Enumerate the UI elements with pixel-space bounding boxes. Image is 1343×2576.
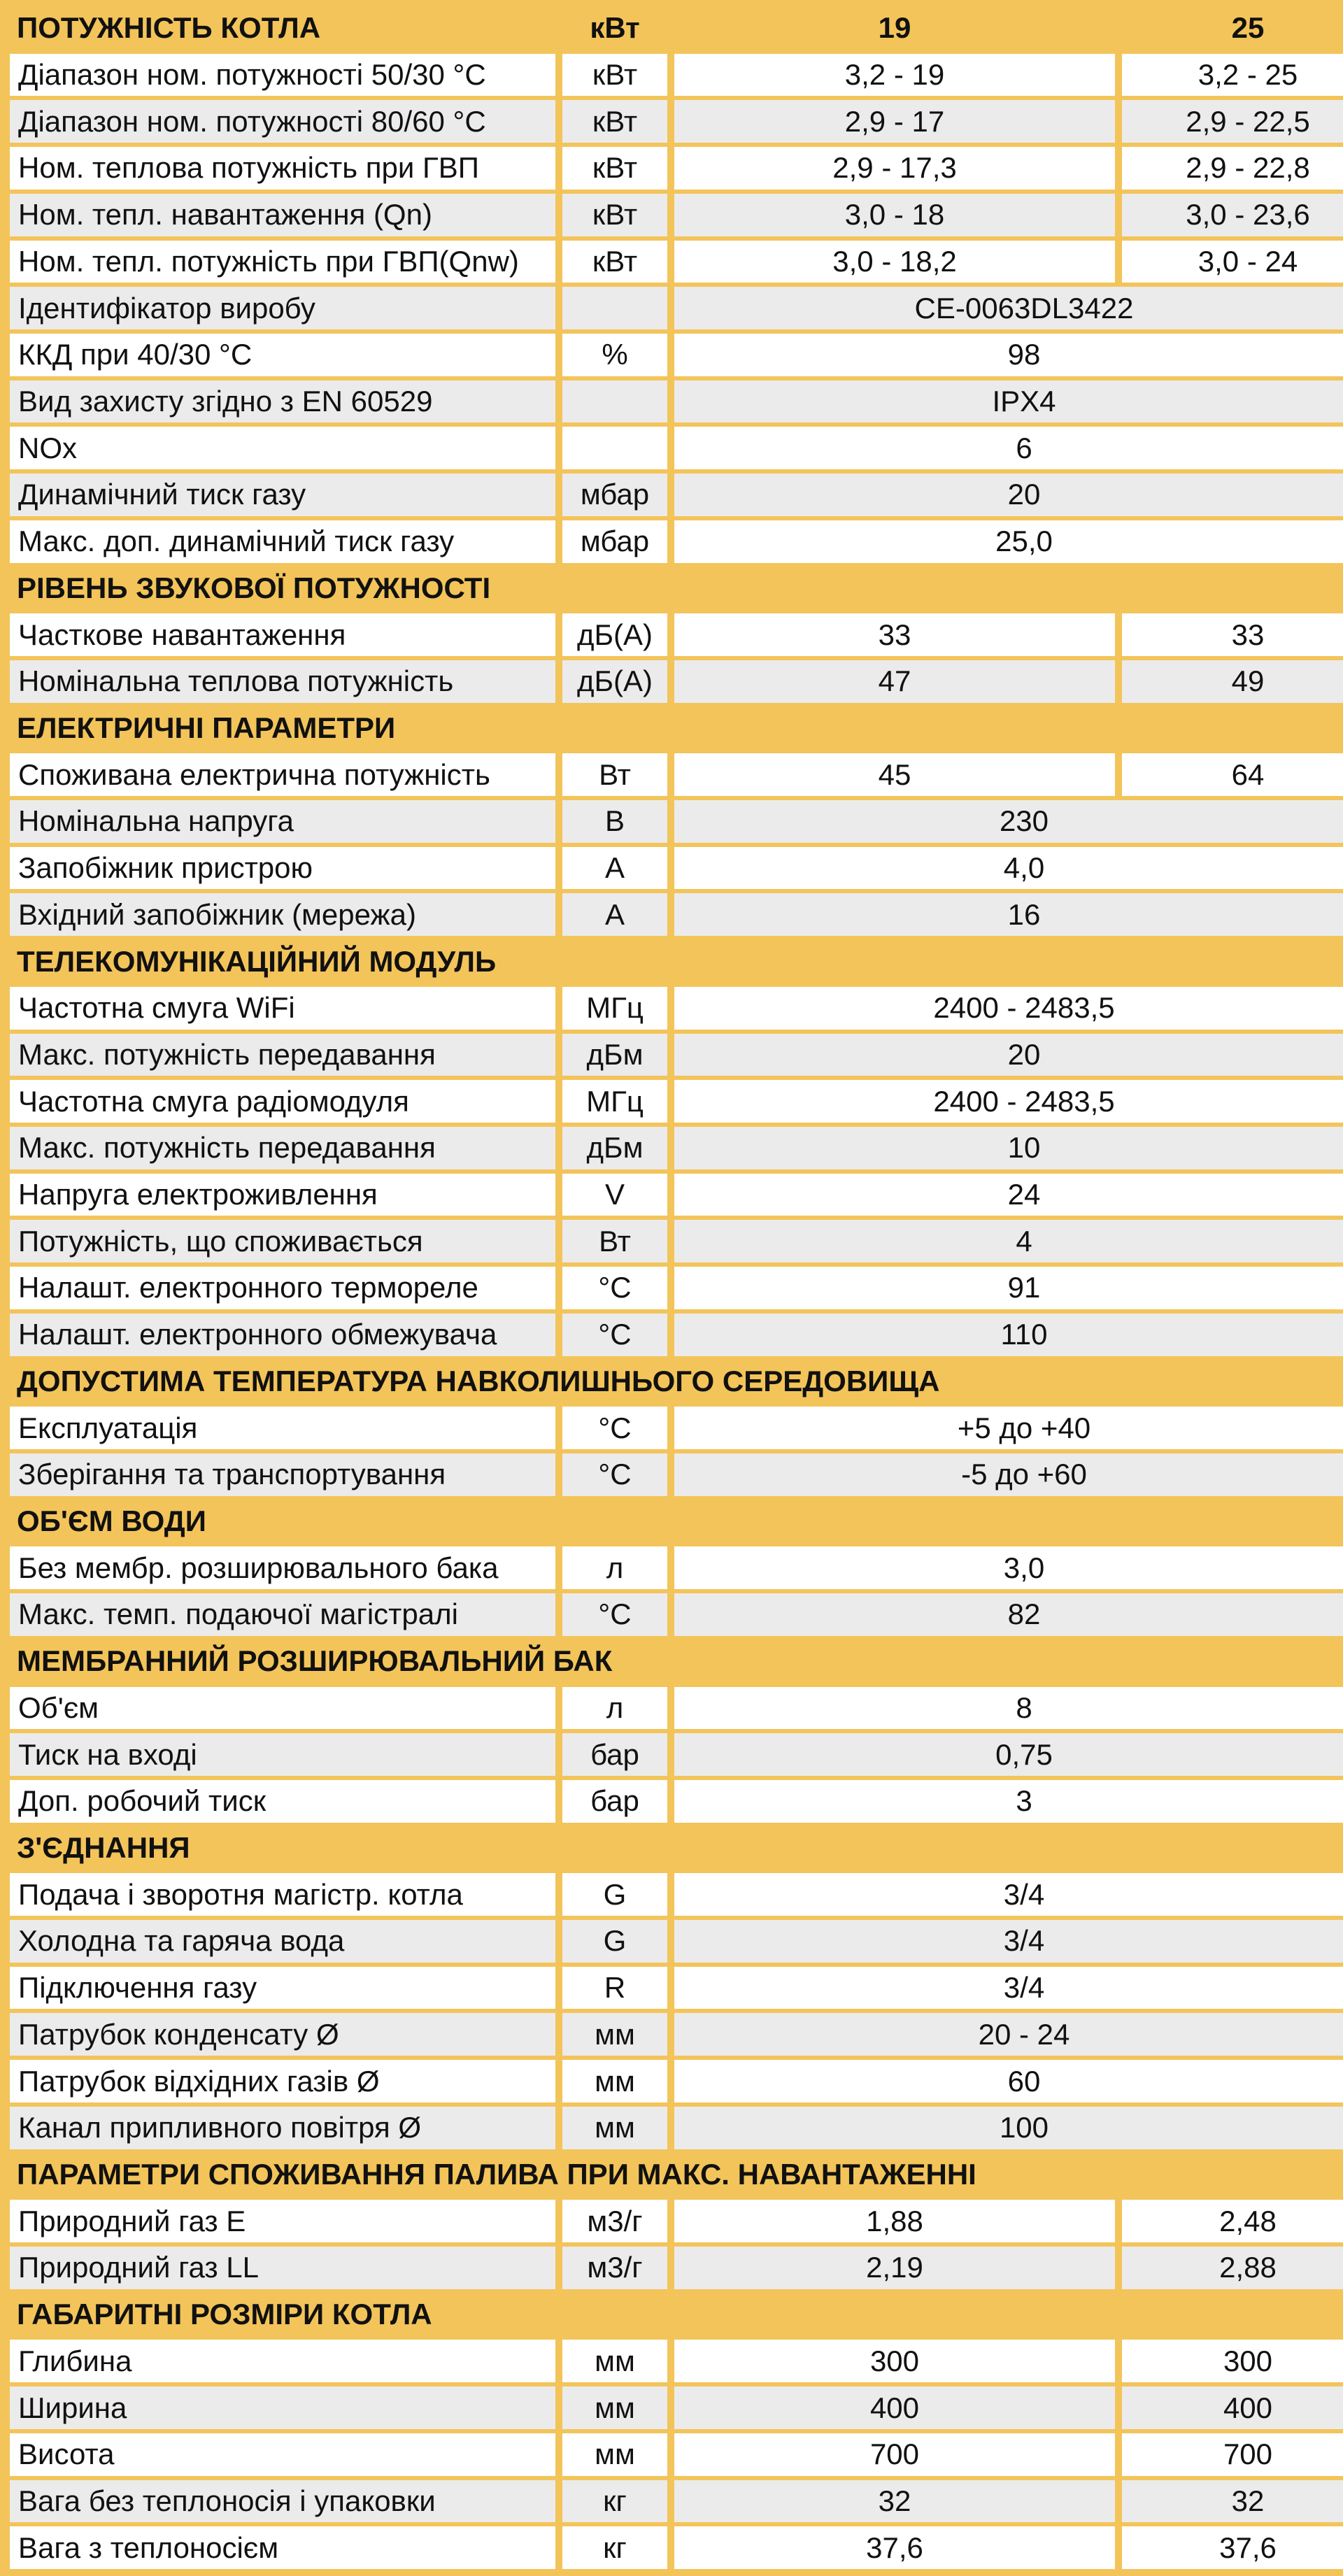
row-value-shared: 4,0: [674, 847, 1343, 890]
row-label: Тиск на вході: [10, 1733, 555, 1776]
column-header-model-19: 19: [674, 7, 1115, 50]
row-unit: кВт: [562, 100, 667, 143]
row-label: Частотна смуга радіомодуля: [10, 1080, 555, 1123]
row-value-model-19: 37,6: [674, 2526, 1115, 2569]
row-label: Подача і зворотня магістр. котла: [10, 1873, 555, 1916]
row-label: Канал припливного повітря Ø: [10, 2107, 555, 2149]
row-label: Без мембр. розширювального бака: [10, 1546, 555, 1589]
row-value-shared: 110: [674, 1314, 1343, 1356]
row-value-model-19: 2,9 - 17: [674, 100, 1115, 143]
row-unit: А: [562, 847, 667, 890]
row-value-model-25: 64: [1122, 753, 1343, 796]
row-label: Об'єм: [10, 1687, 555, 1730]
row-value-model-25: 2,9 - 22,5: [1122, 100, 1343, 143]
row-value-shared: 2400 - 2483,5: [674, 1080, 1343, 1123]
row-value-model-19: 1,88: [674, 2200, 1115, 2242]
row-value-shared: CE-0063DL3422: [674, 287, 1343, 329]
row-label: Номінальна напруга: [10, 800, 555, 843]
row-unit: Вт: [562, 753, 667, 796]
section-title: ЕЛЕКТРИЧНІ ПАРАМЕТРИ: [10, 707, 1343, 750]
row-value-shared: +5 до +40: [674, 1407, 1343, 1449]
row-label: Діапазон ном. потужності 50/30 °C: [10, 54, 555, 97]
row-label: Налашт. електронного обмежувача: [10, 1314, 555, 1356]
row-label: Патрубок конденсату Ø: [10, 2013, 555, 2056]
row-label: Вхідний запобіжник (мережа): [10, 893, 555, 936]
row-unit: МГц: [562, 1080, 667, 1123]
row-label: Експлуатація: [10, 1407, 555, 1449]
row-label: Часткове навантаження: [10, 613, 555, 656]
row-value-model-19: 45: [674, 753, 1115, 796]
row-unit: л: [562, 1687, 667, 1730]
row-unit: МГц: [562, 987, 667, 1030]
row-unit: V: [562, 1174, 667, 1216]
row-value-model-19: 2,19: [674, 2247, 1115, 2289]
section-title: З'ЄДНАННЯ: [10, 1827, 1343, 1870]
row-value-model-25: 2,9 - 22,8: [1122, 147, 1343, 190]
row-value-model-25: 2,48: [1122, 2200, 1343, 2242]
row-value-shared: 3/4: [674, 1967, 1343, 2009]
row-value-model-25: 400: [1122, 2386, 1343, 2429]
row-unit: А: [562, 893, 667, 936]
row-label: Підключення газу: [10, 1967, 555, 2009]
row-unit: м3/г: [562, 2200, 667, 2242]
row-label: Ширина: [10, 2386, 555, 2429]
row-label: Вага з теплоносієм: [10, 2526, 555, 2569]
row-unit: дБ(А): [562, 613, 667, 656]
row-value-shared: 8: [674, 1687, 1343, 1730]
row-value-model-19: 32: [674, 2480, 1115, 2523]
row-unit: G: [562, 1920, 667, 1963]
row-value-shared: 60: [674, 2060, 1343, 2102]
row-value-model-19: 47: [674, 660, 1115, 703]
row-label: ККД при 40/30 °C: [10, 334, 555, 376]
row-unit: м3/г: [562, 2247, 667, 2289]
row-label: Ном. тепл. навантаження (Qn): [10, 194, 555, 236]
row-label: Доп. робочий тиск: [10, 1780, 555, 1823]
row-unit: мбар: [562, 520, 667, 563]
row-value-shared: 20 - 24: [674, 2013, 1343, 2056]
row-value-shared: 3: [674, 1780, 1343, 1823]
row-unit: бар: [562, 1733, 667, 1776]
row-value-model-25: 3,0 - 23,6: [1122, 194, 1343, 236]
row-value-shared: 4: [674, 1220, 1343, 1262]
row-value-model-25: 37,6: [1122, 2526, 1343, 2569]
row-label: Природний газ LL: [10, 2247, 555, 2289]
row-label: Ідентифікатор виробу: [10, 287, 555, 329]
row-unit: °C: [562, 1453, 667, 1496]
row-unit: кг: [562, 2526, 667, 2569]
row-value-shared: -5 до +60: [674, 1453, 1343, 1496]
row-unit: л: [562, 1546, 667, 1589]
column-header-parameter: ПОТУЖНІСТЬ КОТЛА: [10, 7, 555, 50]
row-unit: кВт: [562, 194, 667, 236]
section-title: ПАРАМЕТРИ СПОЖИВАННЯ ПАЛИВА ПРИ МАКС. НАВАНТАЖЕННІ: [10, 2154, 1343, 2196]
row-value-model-25: 300: [1122, 2340, 1343, 2382]
row-label: Діапазон ном. потужності 80/60 °C: [10, 100, 555, 143]
row-value-model-25: 2,88: [1122, 2247, 1343, 2289]
section-title: РІВЕНЬ ЗВУКОВОЇ ПОТУЖНОСТІ: [10, 567, 1343, 610]
row-value-shared: 24: [674, 1174, 1343, 1216]
row-label: Глибина: [10, 2340, 555, 2382]
row-label: NOx: [10, 427, 555, 469]
column-header-model-25: 25: [1122, 7, 1343, 50]
row-value-shared: 20: [674, 474, 1343, 516]
row-value-shared: 91: [674, 1267, 1343, 1309]
row-label: Запобіжник пристрою: [10, 847, 555, 890]
row-unit: [562, 427, 667, 469]
row-unit: мбар: [562, 474, 667, 516]
section-title: МЕМБРАННИЙ РОЗШИРЮВАЛЬНИЙ БАК: [10, 1640, 1343, 1683]
row-value-model-19: 33: [674, 613, 1115, 656]
row-value-model-19: 700: [674, 2433, 1115, 2476]
row-value-model-19: 3,0 - 18,2: [674, 241, 1115, 283]
row-value-model-19: 3,2 - 19: [674, 54, 1115, 97]
row-label: Патрубок відхідних газів Ø: [10, 2060, 555, 2102]
row-unit: G: [562, 1873, 667, 1916]
row-label: Макс. темп. подаючої магістралі: [10, 1593, 555, 1636]
row-value-model-19: 2,9 - 17,3: [674, 147, 1115, 190]
section-title: ТЕЛЕКОМУНІКАЦІЙНИЙ МОДУЛЬ: [10, 940, 1343, 983]
row-value-model-25: 3,2 - 25: [1122, 54, 1343, 97]
row-label: Зберігання та транспортування: [10, 1453, 555, 1496]
row-unit: бар: [562, 1780, 667, 1823]
row-label: Динамічний тиск газу: [10, 474, 555, 516]
row-unit: %: [562, 334, 667, 376]
row-unit: кВт: [562, 54, 667, 97]
column-header-unit: кВт: [562, 7, 667, 50]
row-label: Макс. доп. динамічний тиск газу: [10, 520, 555, 563]
row-unit: кВт: [562, 241, 667, 283]
section-title: ОБ'ЄМ ВОДИ: [10, 1500, 1343, 1543]
row-unit: R: [562, 1967, 667, 2009]
row-unit: °C: [562, 1407, 667, 1449]
row-value-shared: 3,0: [674, 1546, 1343, 1589]
row-label: Холодна та гаряча вода: [10, 1920, 555, 1963]
row-value-model-25: 33: [1122, 613, 1343, 656]
section-title: ДОПУСТИМА ТЕМПЕРАТУРА НАВКОЛИШНЬОГО СЕРЕДОВИЩА: [10, 1360, 1343, 1403]
row-unit: °C: [562, 1314, 667, 1356]
row-label: Номінальна теплова потужність: [10, 660, 555, 703]
row-value-model-25: 3,0 - 24: [1122, 241, 1343, 283]
row-label: Природний газ Е: [10, 2200, 555, 2242]
row-unit: [562, 380, 667, 423]
row-value-model-19: 3,0 - 18: [674, 194, 1115, 236]
row-value-shared: IPX4: [674, 380, 1343, 423]
row-unit: дБ(А): [562, 660, 667, 703]
row-value-model-25: 700: [1122, 2433, 1343, 2476]
row-label: Макс. потужність передавання: [10, 1127, 555, 1169]
row-value-model-19: 300: [674, 2340, 1115, 2382]
row-value-shared: 82: [674, 1593, 1343, 1636]
row-value-model-25: 49: [1122, 660, 1343, 703]
row-label: Частотна смуга WiFi: [10, 987, 555, 1030]
row-value-shared: 0,75: [674, 1733, 1343, 1776]
row-value-shared: 6: [674, 427, 1343, 469]
row-label: Споживана електрична потужність: [10, 753, 555, 796]
row-label: Висота: [10, 2433, 555, 2476]
row-unit: мм: [562, 2013, 667, 2056]
row-label: Ном. теплова потужність при ГВП: [10, 147, 555, 190]
row-unit: [562, 287, 667, 329]
row-value-shared: 25,0: [674, 520, 1343, 563]
row-unit: °C: [562, 1267, 667, 1309]
row-unit: мм: [562, 2060, 667, 2102]
row-unit: мм: [562, 2433, 667, 2476]
row-label: Напруга електроживлення: [10, 1174, 555, 1216]
row-unit: Вт: [562, 1220, 667, 1262]
row-unit: мм: [562, 2340, 667, 2382]
row-unit: мм: [562, 2386, 667, 2429]
row-label: Ном. тепл. потужність при ГВП(Qnw): [10, 241, 555, 283]
row-value-shared: 230: [674, 800, 1343, 843]
row-value-shared: 98: [674, 334, 1343, 376]
row-unit: мм: [562, 2107, 667, 2149]
row-value-shared: 20: [674, 1034, 1343, 1076]
row-value-shared: 16: [674, 893, 1343, 936]
row-unit: дБм: [562, 1034, 667, 1076]
row-unit: В: [562, 800, 667, 843]
row-value-model-19: 400: [674, 2386, 1115, 2429]
row-unit: кВт: [562, 147, 667, 190]
row-unit: дБм: [562, 1127, 667, 1169]
row-unit: кг: [562, 2480, 667, 2523]
row-value-shared: 2400 - 2483,5: [674, 987, 1343, 1030]
row-value-shared: 3/4: [674, 1920, 1343, 1963]
row-label: Налашт. електронного термореле: [10, 1267, 555, 1309]
row-label: Макс. потужність передавання: [10, 1034, 555, 1076]
row-value-shared: 10: [674, 1127, 1343, 1169]
row-label: Потужність, що споживається: [10, 1220, 555, 1262]
row-label: Вага без теплоносія і упаковки: [10, 2480, 555, 2523]
row-value-shared: 3/4: [674, 1873, 1343, 1916]
section-title: ГАБАРИТНІ РОЗМІРИ КОТЛА: [10, 2293, 1343, 2336]
row-value-model-25: 32: [1122, 2480, 1343, 2523]
row-value-shared: 100: [674, 2107, 1343, 2149]
row-unit: °C: [562, 1593, 667, 1636]
row-label: Вид захисту згідно з EN 60529: [10, 380, 555, 423]
